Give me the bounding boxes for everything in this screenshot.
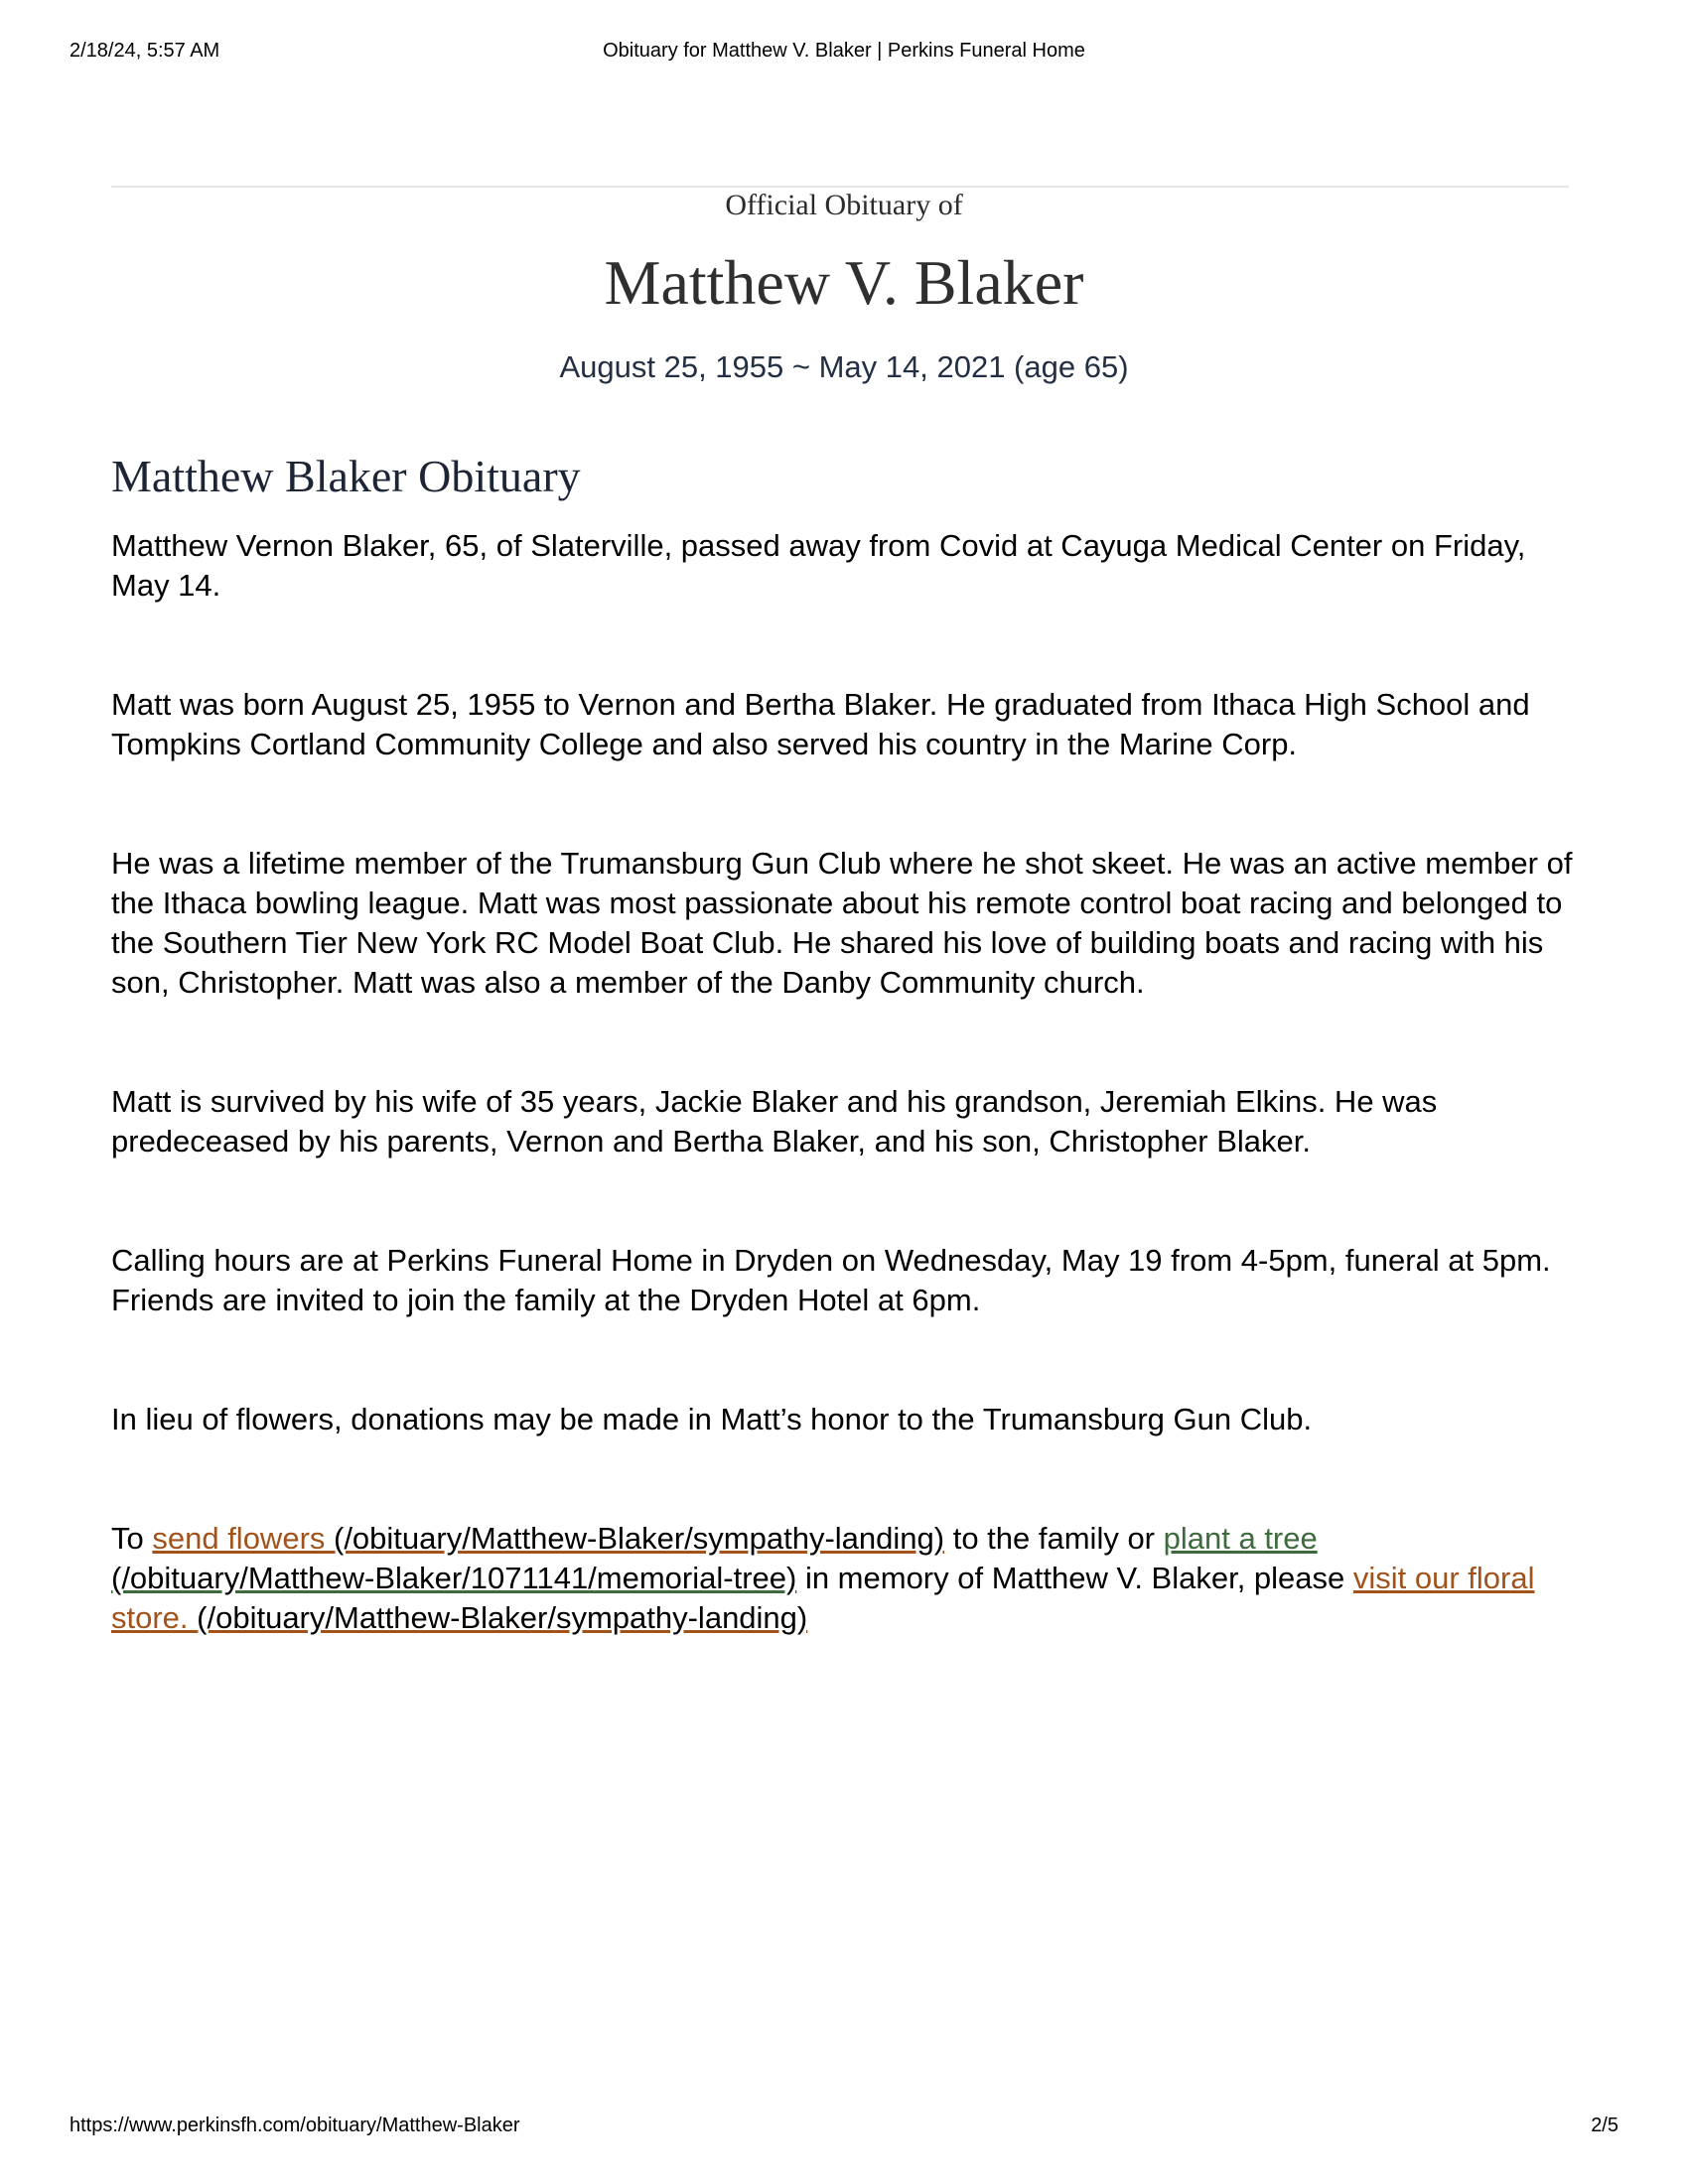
obituary-paragraph: Calling hours are at Perkins Funeral Home in Dryden on Wednesday, May 19 from 4-5pm, funeral at 5pm. Friends are invited to join the family at the Dryden Hotel at 6pm. [111,1243,1551,1317]
plant-tree-link[interactable]: plant a tree [1163,1521,1318,1556]
header-divider [111,186,1569,188]
obituary-paragraph: Matt was born August 25, 1955 to Vernon and Bertha Blaker. He graduated from Ithaca High School and Tompkins Cortland Community College and also served his country in the Marine Corp. [111,687,1530,761]
closing-prefix: To [111,1521,153,1556]
life-dates: August 25, 1955 ~ May 14, 2021 (age 65) [559,349,1129,384]
print-datetime: 2/18/24, 5:57 AM [70,40,220,62]
send-flowers-link[interactable]: send flowers [152,1521,334,1556]
page-number: 2/5 [1591,2115,1618,2136]
floral-store-url[interactable]: (/obituary/Matthew-Blaker/sympathy-landing) [197,1600,808,1635]
print-page-title: Obituary for Matthew V. Blaker | Perkins Funeral Home [603,40,1085,62]
print-footer [0,2115,1688,2144]
obituary-body [111,526,1581,1638]
official-obituary-label: Official Obituary of [725,189,963,221]
closing-paragraph [111,1519,1581,1638]
obituary-paragraph: He was a lifetime member of the Trumansburg Gun Club where he shot skeet. He was an active member of the Ithaca bowling league. Matt was most passionate about his remote control boat racing and belonged to the Southern Tier New York RC Model Boat Club. He shared his love of building boats and racing with his son, Christopher. Matt was also a member of the Danby Community church. [111,846,1573,1000]
print-header [0,40,1688,69]
send-flowers-url[interactable]: (/obituary/Matthew-Blaker/sympathy-landing) [334,1521,945,1556]
obituary-paragraph: Matthew Vernon Blaker, 65, of Slaterville, passed away from Covid at Cayuga Medical Center on Friday, May 14. [111,528,1526,603]
obituary-paragraph: Matt is survived by his wife of 35 years, Jackie Blaker and his grandson, Jeremiah Elkins. He was predeceased by his parents, Vernon and Bertha Blaker, and his son, Christopher Blaker. [111,1084,1438,1159]
obituary-heading: Matthew Blaker Obituary [111,451,581,501]
footer-url: https://www.perkinsfh.com/obituary/Matthew-Blaker [70,2115,520,2136]
floral-store-link[interactable]: visit our floral store. [111,1561,1535,1635]
deceased-name: Matthew V. Blaker [604,247,1084,318]
obituary-paragraph: In lieu of flowers, donations may be made in Matt’s honor to the Trumansburg Gun Club. [111,1402,1313,1436]
plant-tree-url[interactable]: (/obituary/Matthew-Blaker/1071141/memorial-tree) [111,1561,797,1595]
closing-middle-text: in memory of Matthew V. Blaker, please [796,1561,1353,1595]
closing-middle-text: to the family or [944,1521,1164,1556]
